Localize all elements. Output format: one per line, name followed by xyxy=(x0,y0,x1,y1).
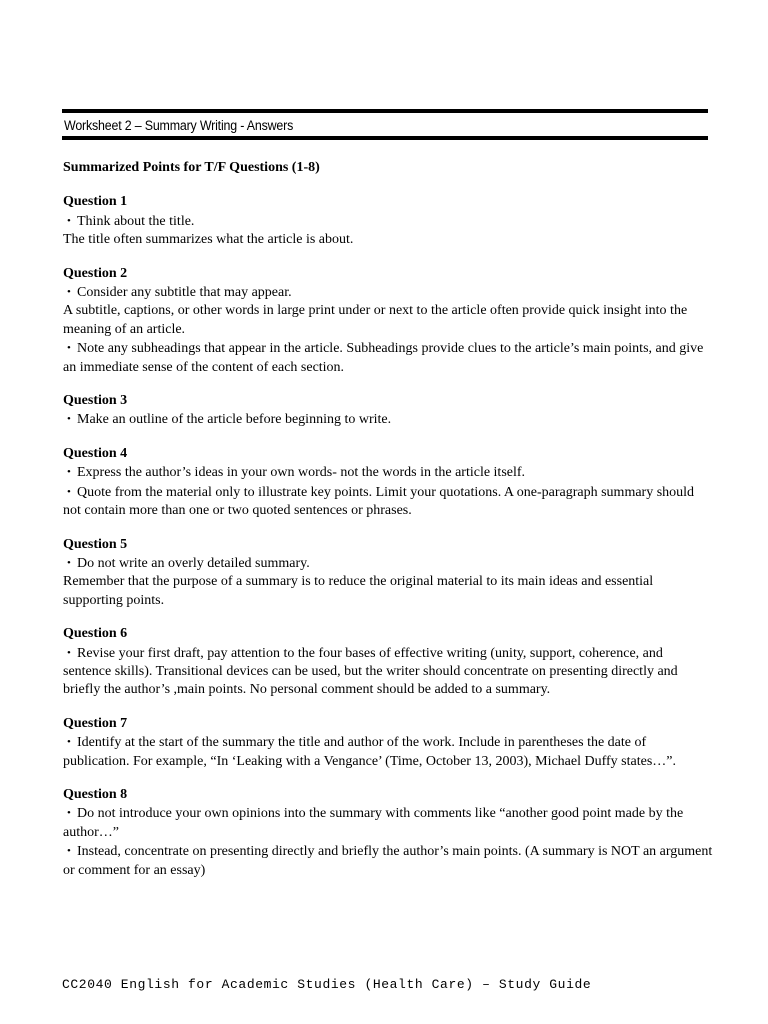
question-block xyxy=(63,536,713,611)
bullet-point: • Do not write an overly detailed summary. xyxy=(63,554,713,573)
question-title: Question 6 xyxy=(63,626,128,642)
question-block xyxy=(63,265,713,377)
question-list xyxy=(63,193,713,880)
question-title: Question 2 xyxy=(63,265,128,281)
bullet-point: • Make an outline of the article before beginning to write. xyxy=(63,410,713,429)
bullet-point: • Instead, concentrate on presenting directly and briefly the author’s main points. (A summary is NOT an argument or comment for an essay) xyxy=(63,842,713,880)
bullet-point: • Identify at the start of the summary the title and author of the work. Include in parentheses the date of publication. For example, “In ‘Leaking with a Vengance’ (Time, October 13, 2003), Michael Duffy states…”. xyxy=(63,733,713,771)
page-footer: CC2040 English for Academic Studies (Health Care) – Study Guide xyxy=(62,977,592,992)
bullet-point: • Note any subheadings that appear in the article. Subheadings provide clues to the article’s main points, and give an immediate sense of the content of each section. xyxy=(63,339,713,377)
question-block xyxy=(63,392,713,430)
worksheet-title: Worksheet 2 – Summary Writing - Answers xyxy=(64,118,294,133)
question-block xyxy=(63,625,713,700)
question-block xyxy=(63,786,713,880)
question-title: Question 3 xyxy=(63,393,128,409)
header-bottom-rule xyxy=(62,136,708,140)
question-title: Question 8 xyxy=(63,786,128,802)
explanation-text: A subtitle, captions, or other words in large print under or next to the article often provide quick insight into the meaning of an article. xyxy=(63,303,688,337)
question-title: Question 4 xyxy=(63,445,128,461)
question-title: Question 5 xyxy=(63,536,128,552)
bullet-point: • Do not introduce your own opinions into the summary with comments like “another good point made by the author…” xyxy=(63,804,713,842)
question-block xyxy=(63,715,713,771)
bullet-point: • Quote from the material only to illustrate key points. Limit your quotations. A one-paragraph summary should not contain more than one or two quoted sentences or phrases. xyxy=(63,483,713,521)
bullet-point: • Express the author’s ideas in your own words- not the words in the article itself. xyxy=(63,463,713,482)
question-block xyxy=(63,445,713,521)
bullet-point: • Revise your first draft, pay attention to the four bases of effective writing (unity, support, coherence, and sentence skills). Transitional devices can be used, but the writer should concentrate on presenting directly and briefly the author’s ,main points. No personal comment should be added to a summary. xyxy=(63,644,713,700)
section-heading: Summarized Points for T/F Questions (1-8) xyxy=(63,160,320,175)
question-block xyxy=(63,193,713,249)
question-title: Question 1 xyxy=(63,194,128,210)
explanation-text: Remember that the purpose of a summary is to reduce the original material to its main ideas and essential supporting points. xyxy=(63,574,654,608)
explanation-text: The title often summarizes what the article is about. xyxy=(63,232,354,248)
header-top-rule xyxy=(62,109,708,113)
question-title: Question 7 xyxy=(63,715,128,731)
bullet-point: • Consider any subtitle that may appear. xyxy=(63,283,713,302)
bullet-point: • Think about the title. xyxy=(63,212,713,231)
answers-body xyxy=(63,159,713,895)
